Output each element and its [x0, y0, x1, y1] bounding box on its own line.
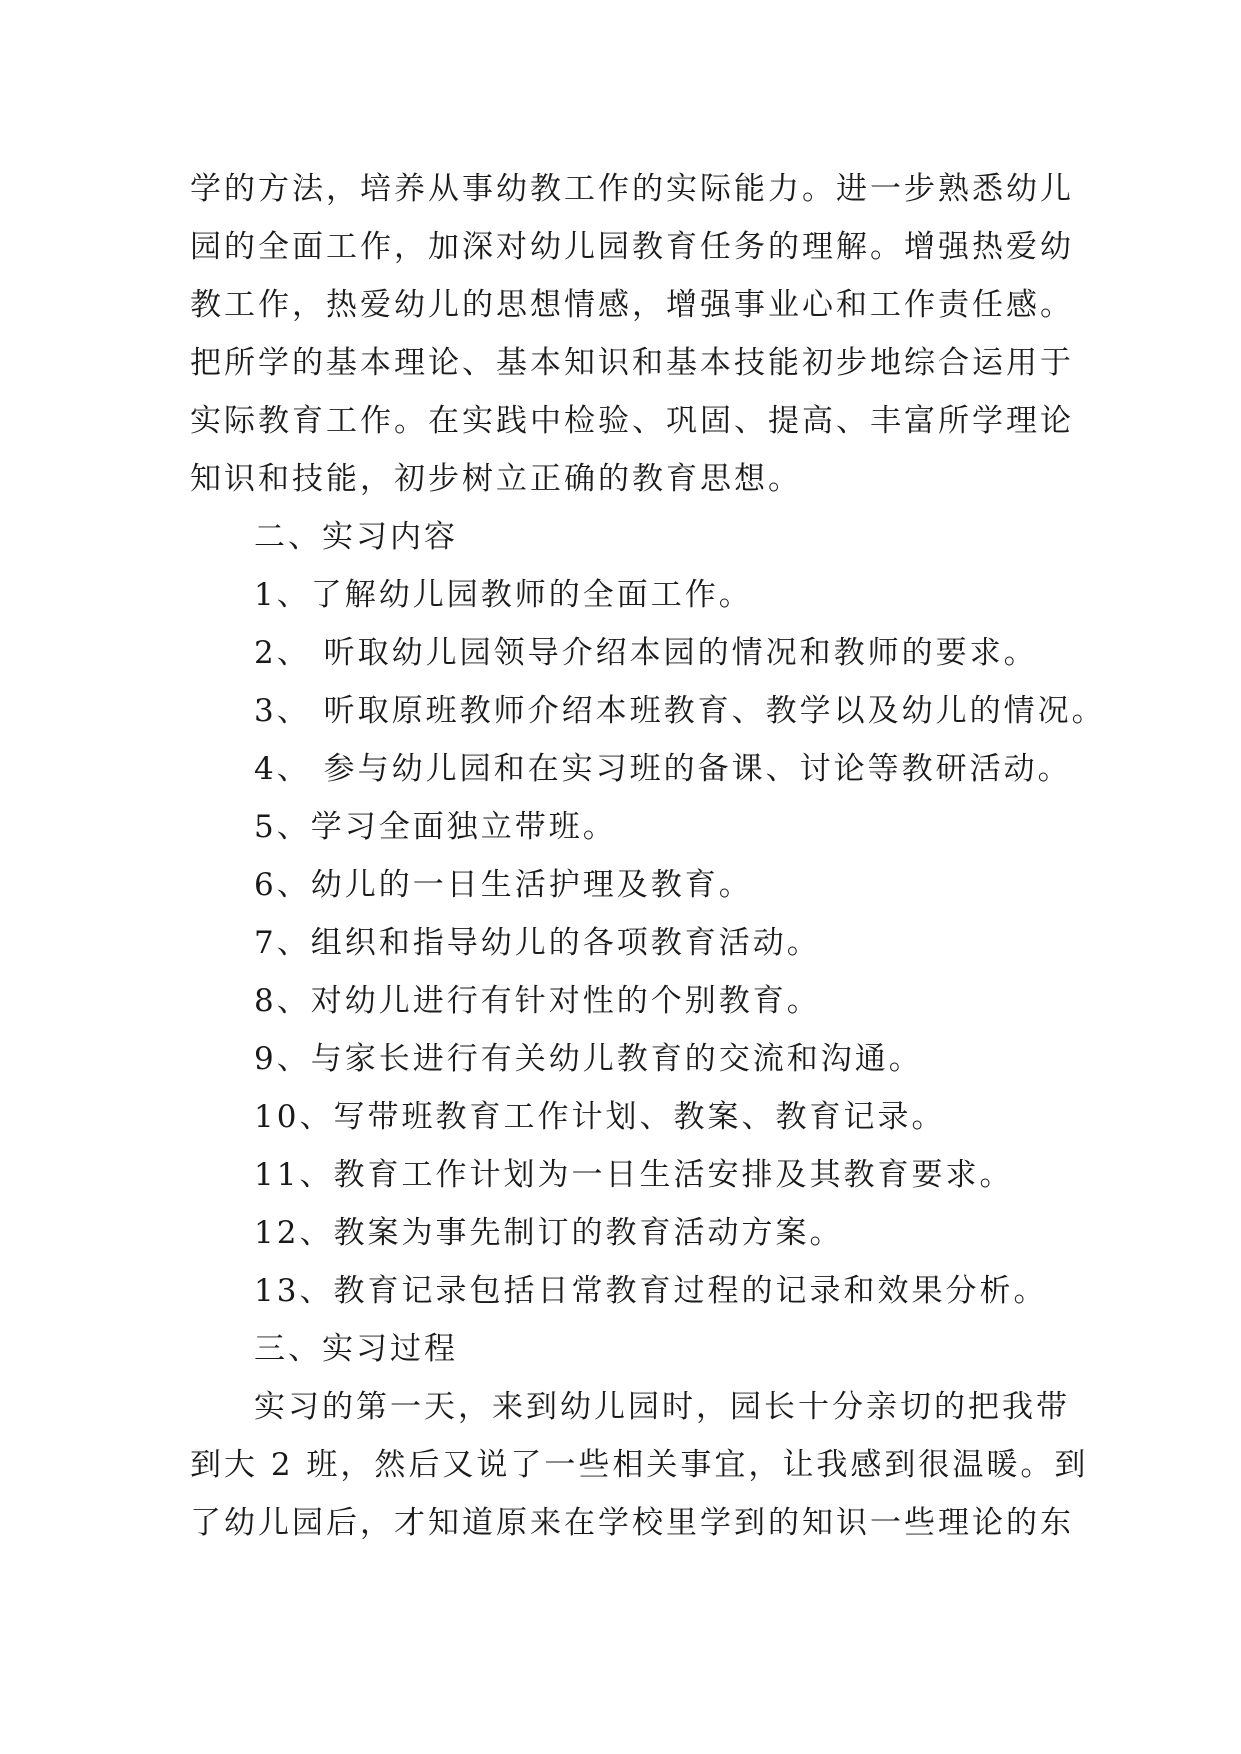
paragraph-line: 实际教育工作。在实践中检验、巩固、提高、丰富所学理论 — [190, 403, 1074, 439]
paragraph-line: 知识和技能，初步树立正确的教育思想。 — [190, 461, 802, 497]
list-item: 2、 听取幼儿园领导介绍本园的情况和教师的要求。 — [254, 635, 1038, 671]
list-item: 13、教育记录包括日常教育过程的记录和效果分析。 — [254, 1273, 1048, 1309]
section-heading-internship-content: 二、实习内容 — [254, 519, 458, 555]
list-item: 9、与家长进行有关幼儿教育的交流和沟通。 — [254, 1041, 923, 1077]
list-item: 6、幼儿的一日生活护理及教育。 — [254, 867, 753, 903]
list-item: 11、教育工作计划为一日生活安排及其教育要求。 — [254, 1157, 1014, 1193]
document-body — [190, 160, 1106, 1552]
list-item: 10、写带班教育工作计划、教案、教育记录。 — [254, 1099, 946, 1135]
list-item: 8、对幼儿进行有针对性的个别教育。 — [254, 983, 821, 1019]
paragraph-line: 实习的第一天，来到幼儿园时，园长十分亲切的把我带 — [254, 1389, 1070, 1425]
section-heading-internship-process: 三、实习过程 — [254, 1331, 458, 1367]
list-item: 7、组织和指导幼儿的各项教育活动。 — [254, 925, 821, 961]
paragraph-line: 学的方法，培养从事幼教工作的实际能力。进一步熟悉幼儿 — [190, 171, 1074, 207]
paragraph-line: 园的全面工作，加深对幼儿园教育任务的理解。增强热爱幼 — [190, 229, 1074, 265]
paragraph-line: 了幼儿园后，才知道原来在学校里学到的知识一些理论的东 — [190, 1505, 1074, 1541]
paragraph-line: 把所学的基本理论、基本知识和基本技能初步地综合运用于 — [190, 345, 1074, 381]
list-item: 5、学习全面独立带班。 — [254, 809, 617, 845]
paragraph-line: 到大 2 班，然后又说了一些相关事宜，让我感到很温暖。到 — [190, 1447, 1089, 1483]
list-item: 1、了解幼儿园教师的全面工作。 — [254, 577, 753, 613]
list-item: 3、 听取原班教师介绍本班教育、教学以及幼儿的情况。 — [254, 693, 1106, 729]
list-item: 12、教案为事先制订的教育活动方案。 — [254, 1215, 844, 1251]
paragraph-line: 教工作，热爱幼儿的思想情感，增强事业心和工作责任感。 — [190, 287, 1074, 323]
list-item: 4、 参与幼儿园和在实习班的备课、讨论等教研活动。 — [254, 751, 1072, 787]
